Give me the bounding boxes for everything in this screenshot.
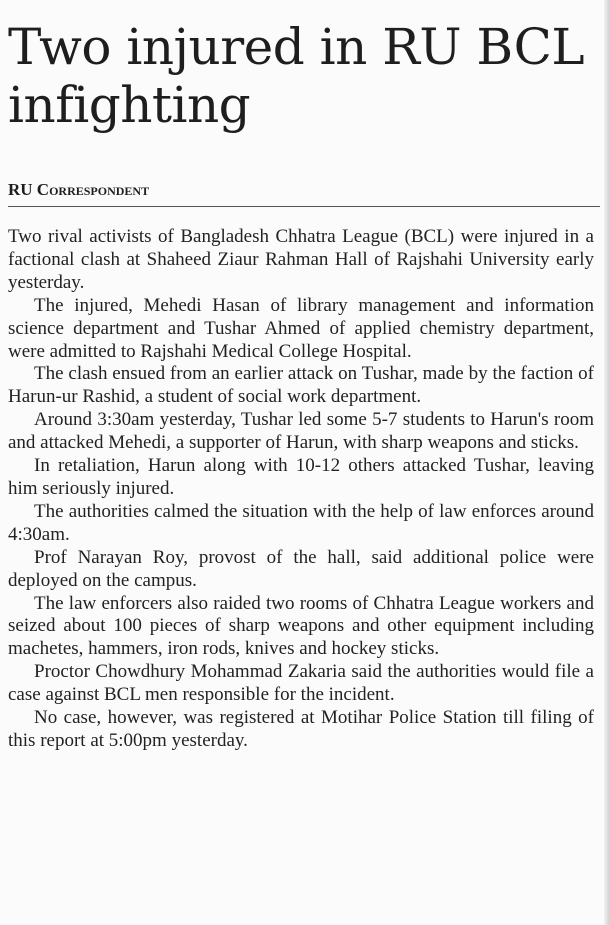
- paragraph: Proctor Chowdhury Mohammad Zakaria said the authorities would file a case against BCL men responsible for the incident.: [8, 661, 594, 706]
- paragraph: Two rival activists of Bangladesh Chhatra League (BCL) were injured in a factional clash at Shaheed Ziaur Rahman Hall of Rajshahi University early yesterday.: [8, 226, 594, 293]
- paragraph: The authorities calmed the situation with the help of law enforces around 4:30am.: [8, 500, 594, 545]
- paragraph: In retaliation, Harun along with 10-12 others attacked Tushar, leaving him seriously injured.: [8, 455, 594, 499]
- paragraph: The clash ensued from an earlier attack on Tushar, made by the faction of Harun-ur Rashid, a student of social work department.: [8, 363, 594, 408]
- paragraph: No case, however, was registered at Motihar Police Station till filing of this report at 5:00pm yesterday.: [8, 707, 594, 751]
- headline: Two injured in RU BCL infighting: [8, 18, 585, 134]
- paragraph: The injured, Mehedi Hasan of library management and information science department and Tushar Ahmed of applied chemistry department, were admitted to Rajshahi Medical College Hospital.: [8, 294, 594, 362]
- paragraph: The law enforcers also raided two rooms of Chhatra League workers and seized about 100 pieces of sharp weapons and other equipment including machetes, hammers, iron rods, knives and hockey sticks.: [8, 592, 594, 660]
- paragraph: Prof Narayan Roy, provost of the hall, said additional police were deployed on the campus.: [8, 546, 594, 591]
- article-body: [8, 226, 594, 753]
- paragraph: Around 3:30am yesterday, Tushar led some 5-7 students to Harun's room and attacked Mehedi, a supporter of Harun, with sharp weapons and sticks.: [8, 409, 594, 454]
- page-edge-shadow: [604, 0, 610, 925]
- byline: RU Correspondent: [8, 180, 150, 199]
- byline-divider: [8, 206, 600, 207]
